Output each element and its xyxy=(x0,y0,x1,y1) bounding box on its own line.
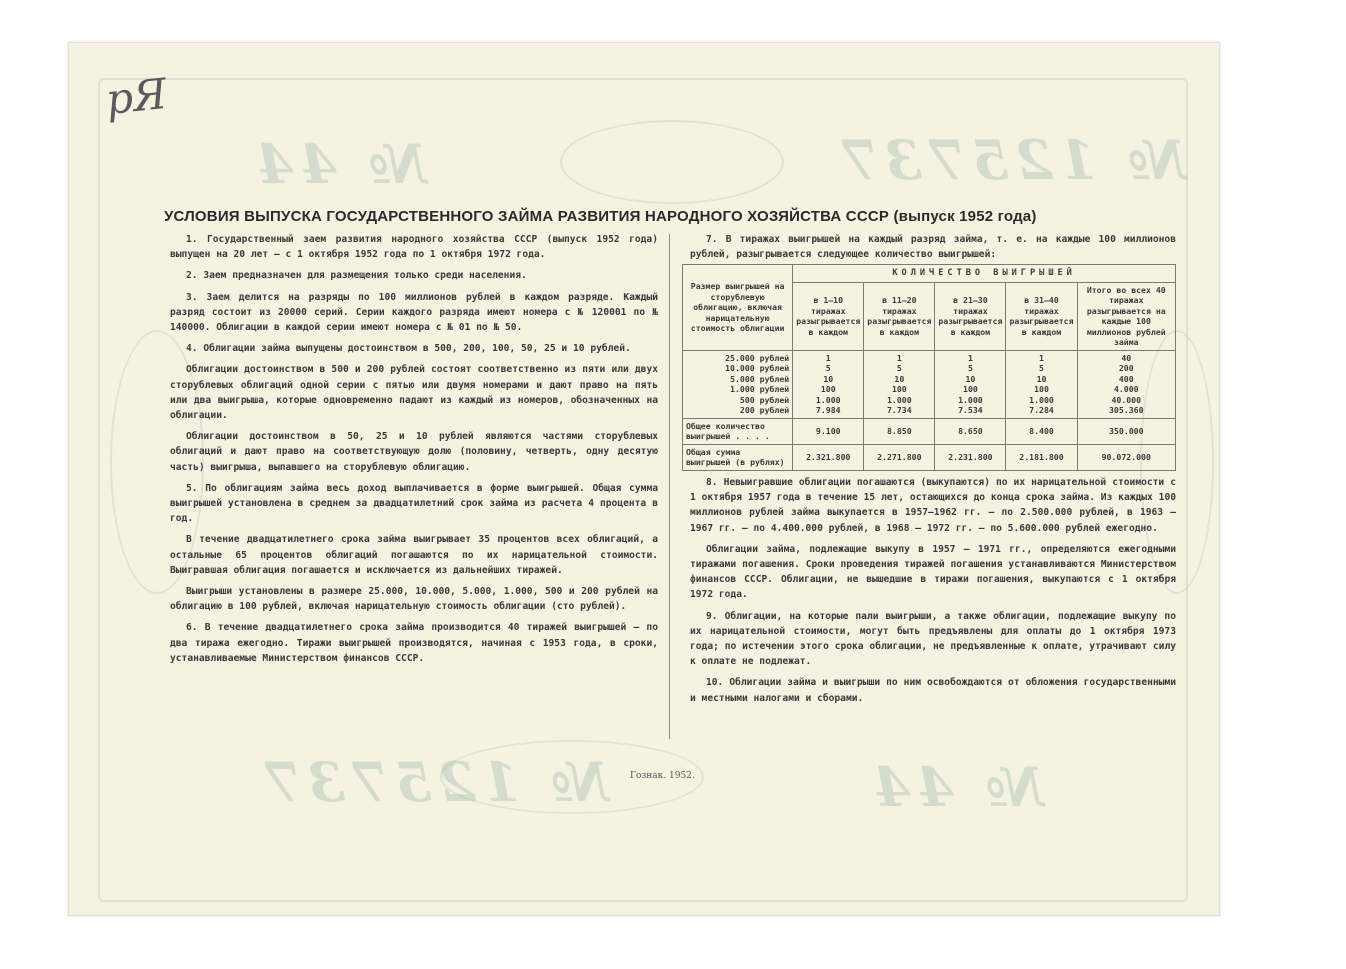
table-cell: 2.181.800 xyxy=(1006,444,1077,470)
table-cell: 2.271.800 xyxy=(864,444,935,470)
table-cell: 9.100 xyxy=(793,418,864,444)
prize-counts-col: 40 200 400 4.000 40.000 305.360 xyxy=(1077,350,1175,418)
count-label: Общее количество выигрышей . . . . xyxy=(683,418,793,444)
term-paragraph: 10. Облигации займа и выигрыши по ним освобождаются от обложения государственными и местными налогами и сборами. xyxy=(690,677,1176,704)
prize-table xyxy=(682,264,1176,471)
term-paragraph: Облигации достоинством в 500 и 200 рублей состоят соответственно из пяти или двух сторублевых облигаций одной серии с пятью или двумя номерами и дают право на пять или два выигрыша, которые одновременно падают из каждый из номеров, обозначенных на облигации. xyxy=(170,364,658,422)
table-column-header: в 31—40 тиражах разыгрывается в каждом xyxy=(1006,282,1077,350)
term-paragraph: 1. Государственный заем развития народного хозяйства СССР (выпуск 1952 года) выпущен на 20 лет — с 1 октября 1952 года по 1 октября 1972 года. xyxy=(170,234,658,261)
table-row xyxy=(683,350,1176,418)
term-paragraph: 7. В тиражах выигрышей на каждый разряд займа, т. е. на каждые 100 миллионов рублей, разыгрывается следующее количество выигрышей: xyxy=(690,234,1176,261)
table-column-header: Итого во всех 40 тиражах разыгрывается на каждые 100 миллионов рублей займа xyxy=(1077,282,1175,350)
terms-right-column xyxy=(686,232,1176,712)
term-paragraph: Выигрыши установлены в размере 25.000, 10.000, 5.000, 1.000, 500 и 200 рублей на облигацию в 100 рублей, включая нарицательную стоимость облигации (сто рублей). xyxy=(170,586,658,613)
prize-counts-col: 1 5 10 100 1.000 7.984 xyxy=(793,350,864,418)
document-title: УСЛОВИЯ ВЫПУСКА ГОСУДАРСТВЕННОГО ЗАЙМА РАЗВИТИЯ НАРОДНОГО ХОЗЯЙСТВА СССР (выпуск 1952 года) xyxy=(164,208,1037,225)
handwritten-mark: рЯ xyxy=(103,68,170,125)
bleedthrough-series: № 44 xyxy=(867,755,1044,819)
term-paragraph: 9. Облигации, на которые пали выигрыши, а также облигации, подлежащие выкупу по их нарицательной стоимости, могут быть предъявлены для оплаты до 1 октября 1973 года; по истечении этого срока облигации, не предъявленные к оплате, утрачивают силу к оплате не подлежат. xyxy=(690,610,1176,668)
table-cell: 350.000 xyxy=(1077,418,1175,444)
printer-imprint: Гознак. 1952. xyxy=(630,771,695,781)
table-cell: 8.650 xyxy=(935,418,1006,444)
table-cell: 2.231.800 xyxy=(935,444,1006,470)
term-paragraph: 6. В течение двадцатилетнего срока займа производится 40 тиражей выигрышей — по два тиража ежегодно. Тиражи выигрышей производятся, начиная с 1953 года, в сроки, устанавливаемые Министерством финансов СССР. xyxy=(170,622,658,664)
term-paragraph: 2. Заем предназначен для размещения только среди населения. xyxy=(186,270,527,282)
rosette-ornament xyxy=(560,120,784,204)
term-paragraph: 8. Невыигравшие облигации погашаются (выкупаются) по их нарицательной стоимости с 1 октября 1957 года в течение 15 лет, остающихся до конца срока займа. Из каждых 100 миллионов рублей займа выкупается в 1957—1962 гг. — по 2.500.000 рублей, в 1963 — 1967 гг. — по 4.400.000 рублей, в 1968 — 1972 гг. — по 5.600.000 рублей ежегодно. xyxy=(690,476,1176,534)
term-paragraph: В течение двадцатилетнего срока займа выигрывает 35 процентов всех облигаций, а остальные 65 процентов облигаций погашаются по их нарицательной стоимости. Выигравшая облигация погашается и исключается из дальнейших тиражей. xyxy=(170,534,658,576)
prize-counts-col: 1 5 10 100 1.000 7.534 xyxy=(935,350,1006,418)
prize-counts-col: 1 5 10 100 1.000 7.734 xyxy=(864,350,935,418)
bleedthrough-number: № 125737 xyxy=(835,128,1186,192)
term-paragraph: Облигации займа, подлежащие выкупу в 1957 — 1971 гг., определяются ежегодными тиражами погашения. Сроки проведения тиражей погашения устанавливаются Министерством финансов СССР. Облигации, не вышедшие в тиражи погашения, выкупаются с 1 октября 1972 года. xyxy=(690,543,1176,601)
bleedthrough-series: № 44 xyxy=(250,132,427,196)
table-column-header: в 21—30 тиражах разыгрывается в каждом xyxy=(935,282,1006,350)
table-cell: 8.850 xyxy=(864,418,935,444)
term-paragraph: 3. Заем делится на разряды по 100 миллионов рублей в каждом разряде. Каждый разряд состоит из 20000 серий. Серии каждого разряда имеют номера с № 120001 по № 140000. Облигации в каждой серии имеют номера с № 01 по № 50. xyxy=(170,291,658,334)
table-row xyxy=(683,418,1176,444)
prize-amounts: 25.000 рублей 10.000 рублей 5.000 рублей 1.000 рублей 500 рублей 200 рублей xyxy=(683,350,793,418)
table-corner-header: Размер выигрышей на сторублевую облигацию, включая нарицательную стоимость облигации xyxy=(683,265,793,351)
sum-label: Общая сумма выигрышей (в рублях) xyxy=(683,444,793,470)
prize-counts-col: 1 5 10 100 1.000 7.284 xyxy=(1006,350,1077,418)
term-paragraph: Облигации достоинством в 50, 25 и 10 рублей являются частями сторублевых облигаций и дают право на соответствующую долю (половину, четверть, одну десятую часть) выигрыша, выпавшего на сторублевую облигацию. xyxy=(170,431,658,473)
table-row xyxy=(683,444,1176,470)
table-cell: 2.321.800 xyxy=(793,444,864,470)
table-cell: 90.072.000 xyxy=(1077,444,1175,470)
table-column-header: в 11—20 тиражах разыгрывается в каждом xyxy=(864,282,935,350)
table-column-header: в 1—10 тиражах разыгрывается в каждом xyxy=(793,282,864,350)
terms-left-column xyxy=(170,232,658,672)
term-paragraph: 4. Облигации займа выпущены достоинством в 500, 200, 100, 50, 25 и 10 рублей. xyxy=(186,343,631,355)
column-divider xyxy=(669,234,670,739)
table-cell: 8.400 xyxy=(1006,418,1077,444)
term-paragraph: 5. По облигациям займа весь доход выплачивается в форме выигрышей. Общая сумма выигрышей установлена в среднем за двадцатилетний срок займа из расчета 4 процента в год. xyxy=(170,482,658,525)
bleedthrough-number: № 125737 xyxy=(258,750,609,814)
table-span-header: КОЛИЧЕСТВО ВЫИГРЫШЕЙ xyxy=(793,265,1176,283)
